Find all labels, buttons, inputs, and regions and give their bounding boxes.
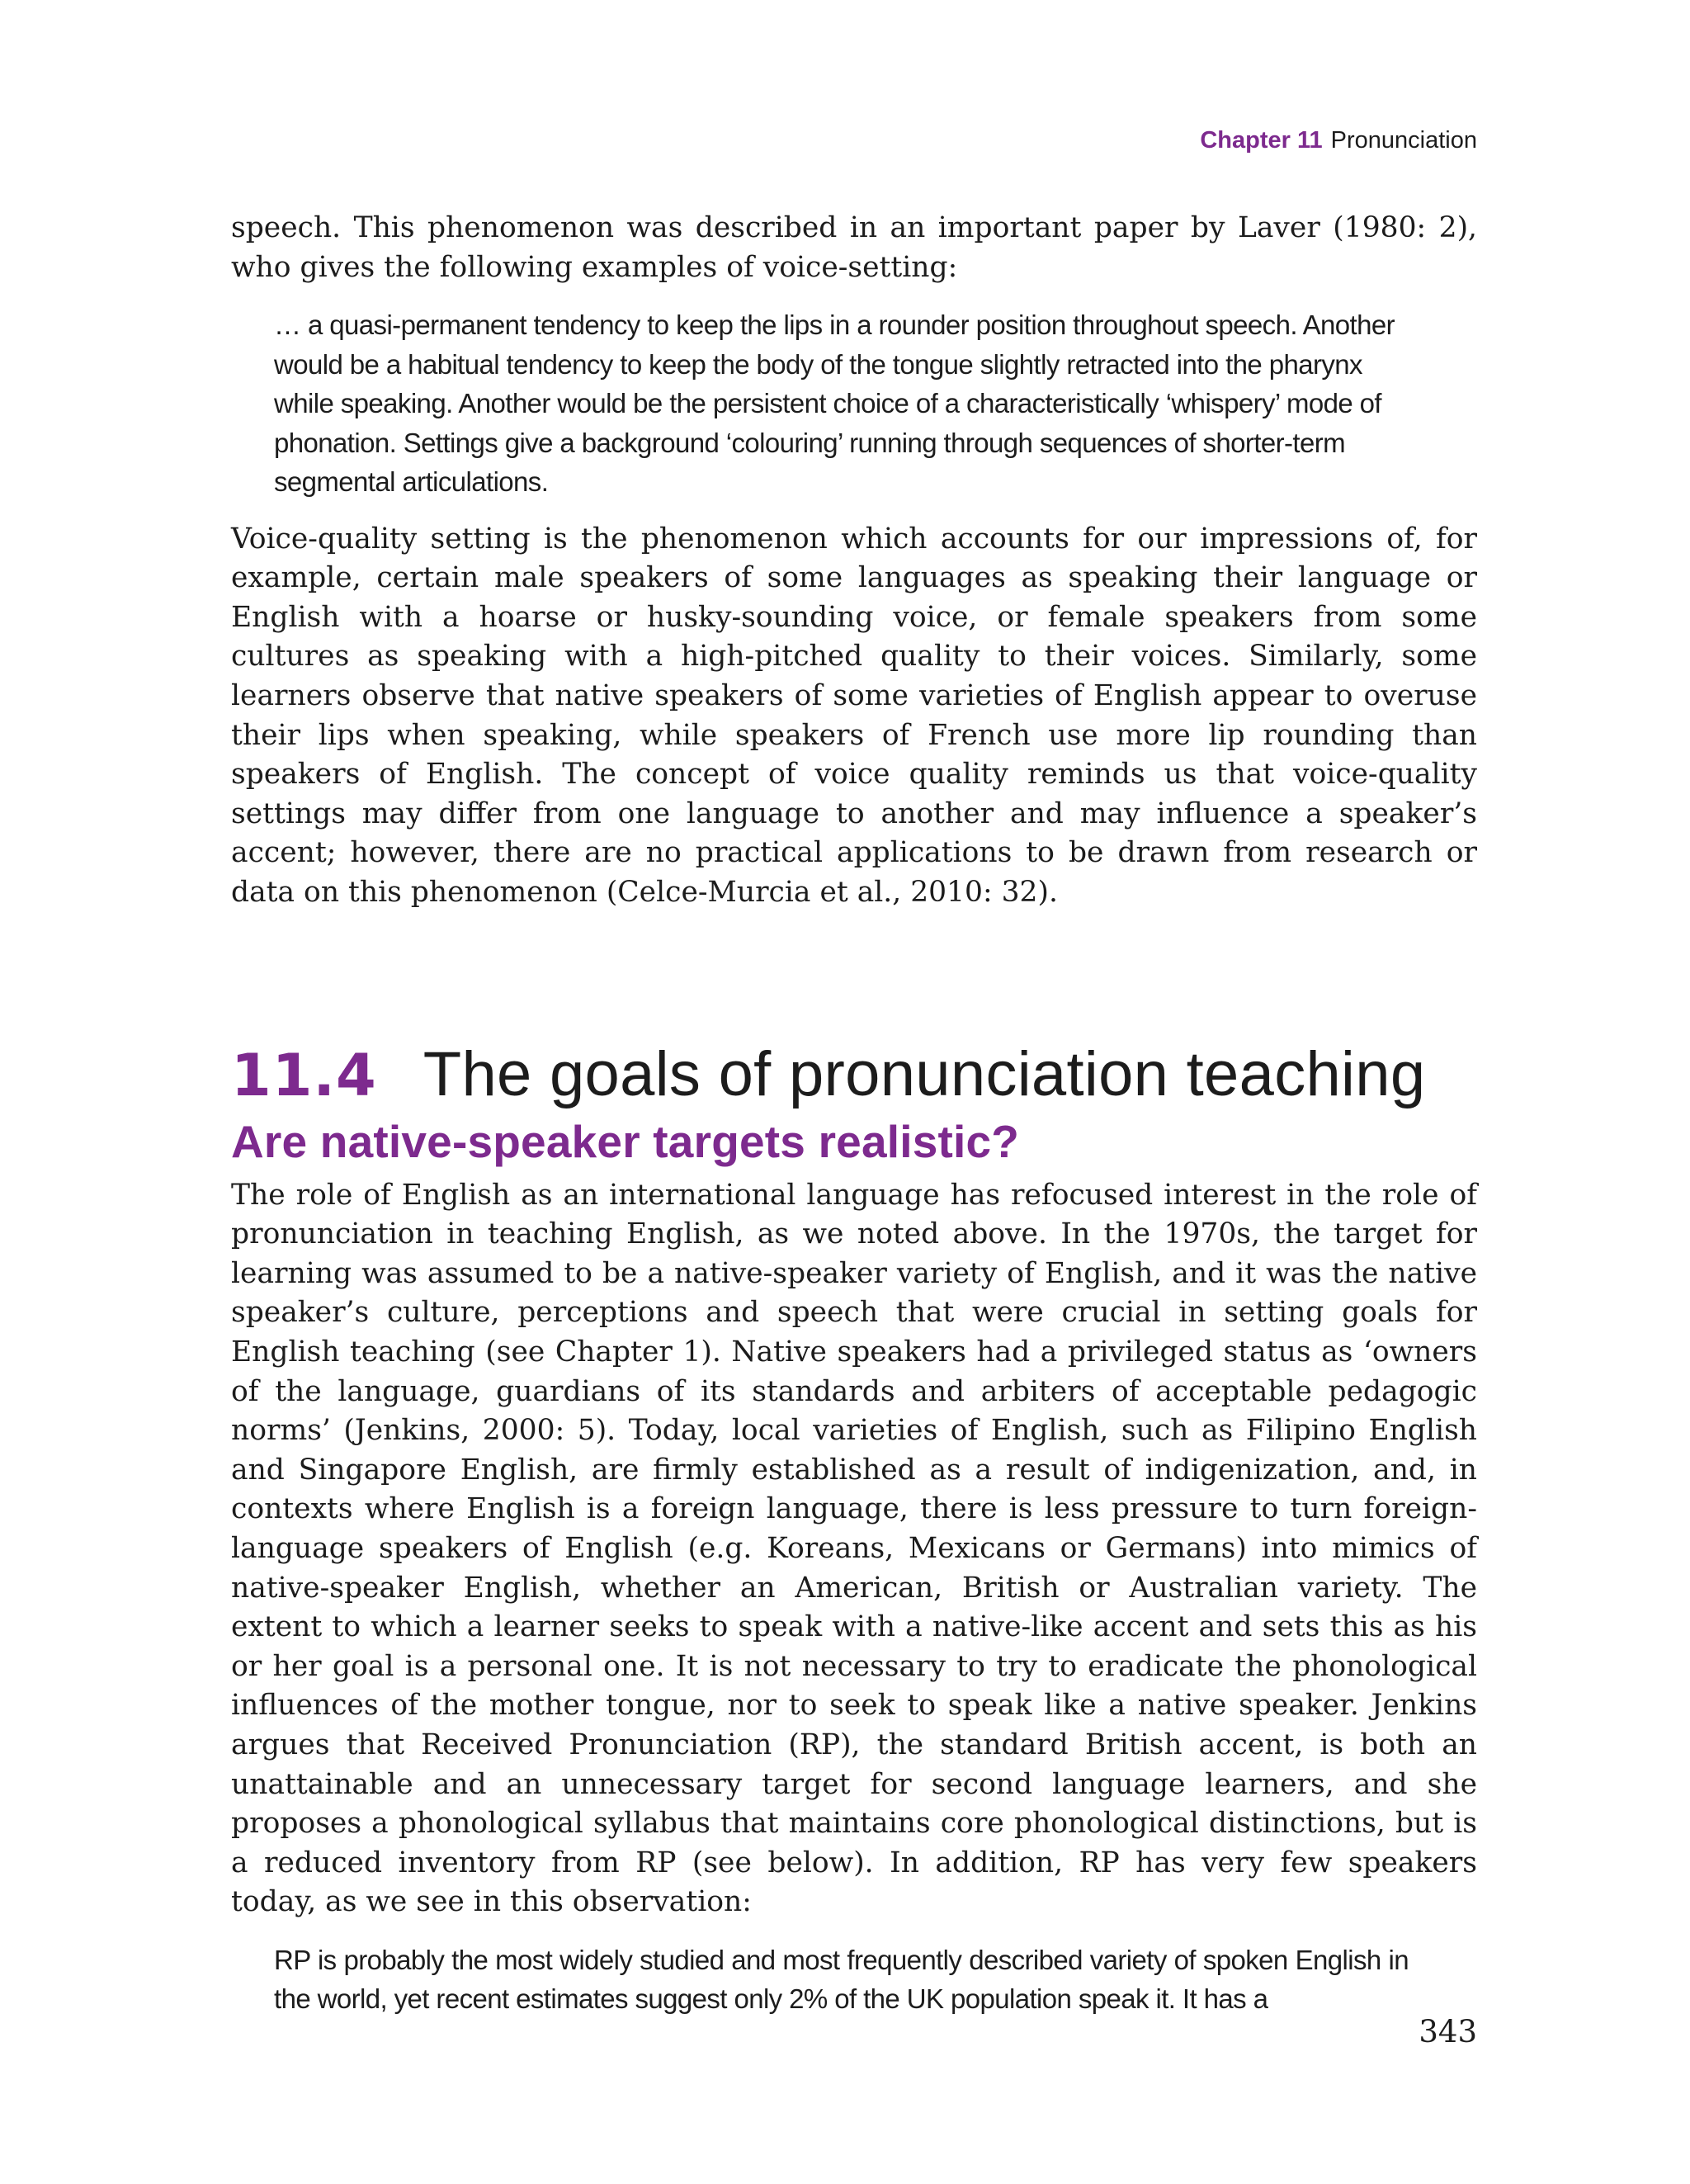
chapter-title: Pronunciation	[1330, 127, 1477, 154]
block-quote-laver: … a quasi-permanent tendency to keep the lips in a rounder position throughout speech. Another would be a habitual tendency to keep the body of the tongue slightly retracted into the pharynx while speaking. Another would be the persistent choice of a characteristically ‘whispery’ mode of phonation. Settings give a background ‘colouring’ running through sequences of shorter-term segmental articulations.	[274, 310, 1395, 498]
running-head	[1200, 127, 1477, 154]
page-number: 343	[1419, 2014, 1477, 2049]
paragraph-voice-quality: Voice-quality setting is the phenomenon which accounts for our impressions of, for example, certain male speakers of some languages as speaking their language or English with a hoarse or husky-sounding voice, or female speakers from some cultures as speaking with a high-pitched quality to their voices. Similarly, some learners observe that native speakers of some varieties of English appear to overuse their lips when speaking, while speakers of French use more lip rounding than speakers of English. The concept of voice quality reminds us that voice-quality settings may differ from one language to another and may influence a speaker’s accent; however, there are no practical applications to be drawn from research or data on this phenomenon (Celce-Murcia et al., 2010: 32).	[231, 522, 1477, 910]
chapter-label: Chapter 11	[1200, 127, 1323, 154]
section-heading	[231, 1038, 1477, 1110]
section-number: 11.4	[231, 1041, 377, 1109]
paragraph-native-speaker-targets: The role of English as an international language has refocused interest in the role of pronunciation in teaching English, as we noted above. In the 1970s, the target for learning was assumed to be a native-speaker variety of English, and it was the native speaker’s culture, perceptions and speech that were crucial in setting goals for English teaching (see Chapter 1). Native speakers had a privileged status as ‘owners of the language, guardians of its standards and arbiters of acceptable pedagogic norms’ (Jenkins, 2000: 5). Today, local varieties of English, such as Filipino English and Singapore English, are firmly established as a result of indigenization, and, in contexts where English is a foreign language, there is less pressure to turn foreign-language speakers of English (e.g. Koreans, Mexicans or Germans) into mimics of native-speaker English, whether an American, British or Australian variety. The extent to which a learner seeks to speak with a native-like accent and sets this as his or her goal is a personal one. It is not necessary to try to eradicate the phonological influences of the mother tongue, nor to seek to speak like a native speaker. Jenkins argues that Received Pronunciation (RP), the standard British accent, is both an unattainable and an unnecessary target for second language learners, and she proposes a phonological syllabus that maintains core phonological distinctions, but is a reduced inventory from RP (see below). In addition, RP has very few speakers today, as we see in this observation:	[231, 1178, 1477, 1919]
page-content	[231, 209, 1477, 2019]
subsection-heading: Are native-speaker targets realistic?	[231, 1115, 1020, 1167]
block-quote-rp: RP is probably the most widely studied and most frequently described variety of spoken English in the world, yet recent estimates suggest only 2% of the UK population speak it. It has a	[274, 1944, 1409, 2015]
section-title: The goals of pronunciation teaching	[422, 1038, 1426, 1109]
paragraph-intro: speech. This phenomenon was described in an important paper by Laver (1980: 2), who gives the following examples of voice-setting:	[231, 211, 1477, 284]
